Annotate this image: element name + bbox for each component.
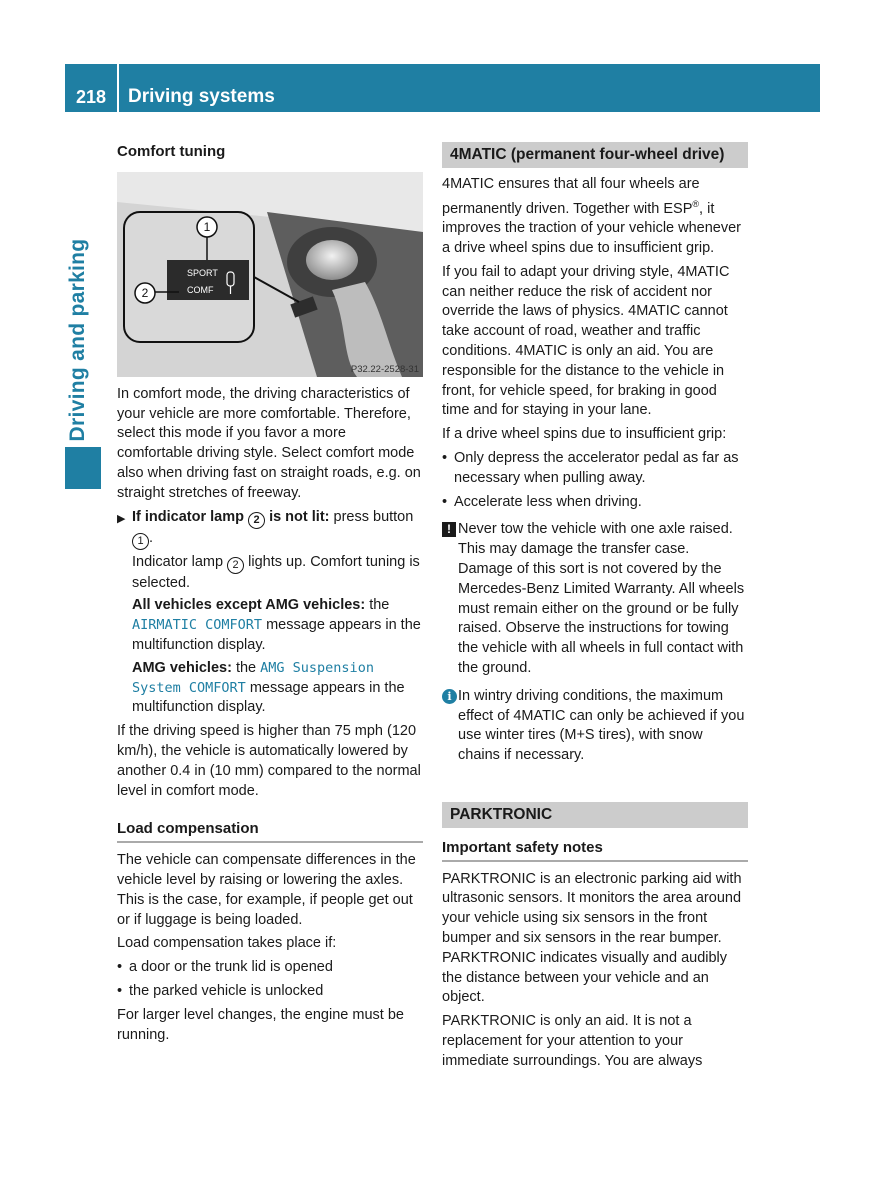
side-tab-marker: [65, 447, 101, 489]
left-column: [117, 142, 423, 1049]
step-arrow-icon: ▶: [117, 512, 126, 525]
indicator-lamp-ref: 2: [248, 512, 265, 529]
parktronic-paragraph-2: PARKTRONIC is only an aid. It is not a replacement for your attention to your immediate surroundings. You are always: [442, 1013, 703, 1069]
list-item: • the parked vehicle is unlocked: [117, 982, 423, 1002]
amg-suspension-message: AMG Suspension System COMFORT: [132, 659, 374, 696]
list-item-text: Accelerate less when driving.: [454, 493, 642, 510]
amg-text-b: message appears in the multifunction display.: [132, 679, 405, 716]
step-action-end: .: [149, 529, 154, 546]
load-end-paragraph: For larger level changes, the engine must be running.: [117, 1006, 404, 1043]
airmatic-comfort-message: AIRMATIC COMFORT: [132, 617, 263, 634]
sport-label: SPORT: [187, 267, 218, 278]
parktronic-heading: PARKTRONIC: [442, 802, 748, 828]
warning-note: [442, 520, 748, 678]
registered-mark: ®: [692, 198, 700, 209]
amg-label: AMG vehicles:: [132, 659, 232, 676]
step-action: press button: [333, 508, 414, 525]
step-condition: If indicator lamp: [132, 508, 244, 525]
warning-icon: !: [442, 522, 456, 537]
4matic-text-a: 4MATIC ensures that all four wheels are permanently driven. Together with ESP: [442, 175, 700, 217]
list-item-text: a door or the trunk lid is opened: [129, 959, 333, 976]
right-column: [442, 142, 748, 1076]
callout-2: 2: [141, 285, 149, 300]
page-number: 218: [75, 87, 107, 107]
warning-text: Never tow the vehicle with one axle raised. This may damage the transfer case. Damage of this sort is not covered by the Mercedes-Benz Limited Warranty. All wheels must remain either on the ground or be fully raised. Observe the instructions for towing the vehicle with all wheels in full contact with the ground.: [458, 521, 745, 676]
non-amg-text-a: the: [369, 597, 390, 614]
list-item: • Accelerate less when driving.: [442, 493, 748, 513]
4matic-paragraph-1: [442, 175, 748, 259]
indicator-lamp-ref-2: 2: [227, 557, 244, 574]
4matic-paragraph-3: If a drive wheel spins due to insufficient grip:: [442, 426, 727, 443]
info-note: [442, 687, 748, 766]
list-item-text: the parked vehicle is unlocked: [129, 982, 324, 999]
button-ref: 1: [132, 533, 149, 550]
4matic-text-b: , it improves the traction of your vehicle whenever a drive wheel spins due to insufficient grip.: [442, 200, 742, 257]
info-text: In wintry driving conditions, the maximum effect of 4MATIC can only be achieved if you use winter tires (M+S tires), with snow chains if necessary.: [458, 687, 745, 764]
safety-notes-heading: Important safety notes: [442, 838, 748, 862]
step-result-end: lights up. Comfort tuning is selected.: [132, 553, 420, 591]
non-amg-text-b: message appears in the multifunction display.: [132, 617, 421, 653]
side-tab-label: Driving and parking: [66, 238, 89, 442]
list-item: • a door or the trunk lid is opened: [117, 958, 423, 978]
amg-text-a: the: [235, 659, 257, 676]
page-title: Driving systems: [128, 86, 275, 107]
comfort-description: In comfort mode, the driving characteristics of your vehicle are more comfortable. Therefore, select this mode if you favor a more comfortable driving style. Select comfort mode also when driving fast on straight roads, e.g. on straight stretches of freeway.: [117, 385, 421, 501]
header-divider: [117, 64, 119, 112]
comfort-button-figure: [117, 172, 423, 377]
step-result: Indicator lamp: [132, 553, 224, 570]
comfort-tuning-heading: Comfort tuning: [117, 143, 226, 160]
instruction-step: [117, 508, 423, 719]
non-amg-label: All vehicles except AMG vehicles:: [132, 597, 366, 614]
info-icon: i: [442, 689, 457, 704]
4matic-heading: 4MATIC (permanent four-wheel drive): [442, 142, 748, 168]
step-condition-end: is not lit:: [269, 508, 330, 525]
step-content: [132, 508, 423, 719]
list-item-text: Only depress the accelerator pedal as far as necessary when pulling away.: [454, 449, 739, 486]
comf-label: COMF: [187, 284, 214, 295]
load-intro: Load compensation takes place if:: [117, 935, 337, 952]
speed-paragraph: If the driving speed is higher than 75 mph (120 km/h), the vehicle is automatically lowered by another 0.4 in (10 mm) compared to the normal level in comfort mode.: [117, 723, 421, 799]
parktronic-paragraph-1: PARKTRONIC is an electronic parking aid with ultrasonic sensors. It monitors the area around your vehicle using six sensors in the front bumper and six sensors in the rear bumper. PARKTRONIC indicates visually and audibly the distance between your vehicle and an object.: [442, 870, 742, 1006]
4matic-paragraph-2: If you fail to adapt your driving style, 4MATIC can neither reduce the risk of accident nor override the laws of physics. 4MATIC cannot take account of road, weather and traffic conditions. 4MATIC is only an aid. You are responsible for the distance to the vehicle in front, for vehicle speed, for braking in good time and for staying in your lane.: [442, 263, 730, 419]
callout-1: 1: [203, 219, 211, 234]
center-console-illustration: [117, 172, 423, 377]
load-paragraph: The vehicle can compensate differences in the vehicle level by raising or lowering the axles. This is the case, for example, if people get out or if luggage is being loaded.: [117, 852, 416, 928]
figure-code: P32.22-2528-31: [350, 363, 419, 375]
load-compensation-heading: Load compensation: [117, 819, 423, 843]
list-item: • Only depress the accelerator pedal as far as necessary when pulling away.: [442, 449, 748, 489]
